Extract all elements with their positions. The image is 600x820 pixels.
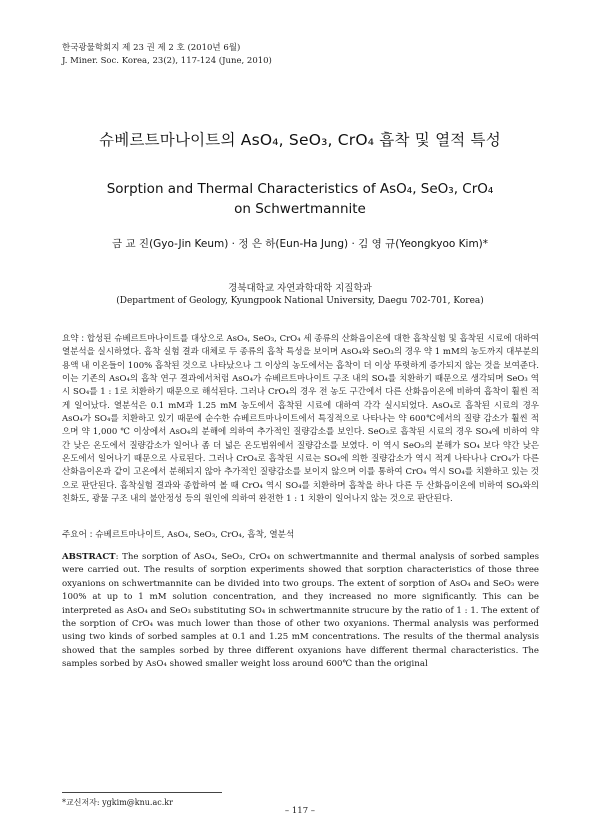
abstract-english-label: ABSTRACT [62,552,116,562]
abstract-english-text: : The sorption of AsO₄, SeO₃, CrO₄ on schwertmannite and thermal analysis of sorbed samples were carried out. The results of sorption experiments showed that sorption characteristics of those three oxyanions on schwertmannite can be divided into two groups. The extent of sorption of AsO₄ and SeO₃ were 100% at up to 1 mM solution concentration, and they increased no more significantly. This can be interpreted as AsO₄ and SeO₃ substituting SO₄ in schwertmannite strucure by the ratio of 1 : 1. The extent of the sorption of CrO₄ was much lower than those of other two oxyanions. Thermal analysis was performed using two kinds of sorbed samples at 0.1 and 1.25 mM concentrations. The results of the thermal analysis showed that the samples sorbed by three different oxyanions have different thermal characteristics. The samples sorbed by AsO₄ showed smaller weight loss around 600℃ than the original [62,552,539,670]
abstract-korean [62,333,539,506]
keywords-korean [62,528,539,540]
page-number: – 117 – [284,806,316,816]
abstract-korean-label: 요약 : [62,334,87,344]
corresponding-author-footnote: *교신저자: ygkim@knu.ac.kr [62,798,173,807]
title-korean: 슈베르트마나이트의 AsO₄, SeO₃, CrO₄ 흡착 및 열적 특성 [99,131,501,149]
keywords-korean-label: 주요어 : [62,530,96,540]
abstract-korean-text: 합성된 슈베르트마나이트를 대상으로 AsO₄, SeO₃, CrO₄ 세 종류의 산화음이온에 대한 흡착실험 및 흡착된 시료에 대하여 열분석을 실시하였다. 흡착 실험 결과 대체로 두 종류의 흡착 특성을 보이며 AsO₄와 SeO₃의 경우 약 1 mM의 농도까지 대부분의 용액 내 이온들이 100% 흡착된 것으로 나타났으나 그 이상의 농도에서는 흡착이 더 이상 뚜렷하게 증가되지 않는 것을 보여준다. 이는 기존의 AsO₄의 흡착 연구 결과에서처럼 AsO₄가 슈베르트마나이트 구조 내의 SO₄를 치환하기 때문으로 생각되며 SeO₃ 역시 SO₄를 1 : 1로 치환하기 때문으로 해석된다. 그러나 CrO₄의 경우 전 농도 구간에서 다른 산화음이온에 비하여 흡착이 훨씬 적게 일어났다. 열분석은 0.1 mM과 1.25 mM 농도에서 흡착된 시료에 대하여 각각 실시되었다. AsO₄로 흡착된 시료의 경우 AsO₄가 SO₄를 치환하고 있기 때문에 순수한 슈베르트마나이트에서 특징적으로 나타나는 약 600℃에서의 질량 감소가 훨씬 적으며 약 1,000 ℃ 이상에서 AsO₄의 분해에 의하여 추가적인 질량감소를 보인다. SeO₃로 흡착된 시료의 경우 SO₄에 비하여 약간 낮은 온도에서 질량감소가 일어나 좀 더 넓은 온도범위에서 질량감소를 보였다. 이 역시 SeO₃의 분해가 SO₄ 보다 약간 낮은 온도에서 일어나기 때문으로 사료된다. 그러나 CrO₄로 흡착된 시료는 SO₄에 의한 질량감소가 역시 적게 나타나나 CrO₄가 다른 산화음이온과 같이 고온에서 분해되지 않아 추가적인 질량감소를 보이지 않으며 이를 통하여 CrO₄ 역시 SO₄를 치환하고 있는 것으로 판단된다. 흡착실험 결과와 종합하여 볼 때 CrO₄ 역시 SO₄를 치환하며 흡착을 하나 다른 두 산화음이온에 비하여 SO₄와의 친화도, 광물 구조 내의 불안정성 등의 원인에 의하여 완전한 1 : 1 치환이 일어나지 않는 것으로 판단된다. [62,334,539,505]
abstract-english [62,551,539,672]
title-english-line-1: Sorption and Thermal Characteristics of AsO₄, SeO₃, CrO₄ [106,181,494,197]
footnote-divider [62,792,222,793]
journal-header-korean: 한국광물학회지 제 23 권 제 2 호 (2010년 6월) [62,43,241,53]
title-english-line-2: on Schwertmannite [234,201,366,217]
keywords-korean-text: 슈베르트마나이트, AsO₄, SeO₃, CrO₄, 흡착, 열분석 [95,530,295,540]
journal-header [62,42,272,68]
affiliation-korean: 경북대학교 자연과학대학 지질학과 [228,283,372,294]
title-english [40,179,560,219]
journal-header-english: J. Miner. Soc. Korea, 23(2), 117-124 (June, 2010) [62,56,272,66]
affiliation-english: (Department of Geology, Kyungpook National University, Daegu 702-701, Korea) [116,296,484,306]
author-list: 금 교 진(Gyo-Jin Keum) · 정 은 하(Eun-Ha Jung) · 김 영 규(Yeongkyoo Kim)* [111,238,489,250]
